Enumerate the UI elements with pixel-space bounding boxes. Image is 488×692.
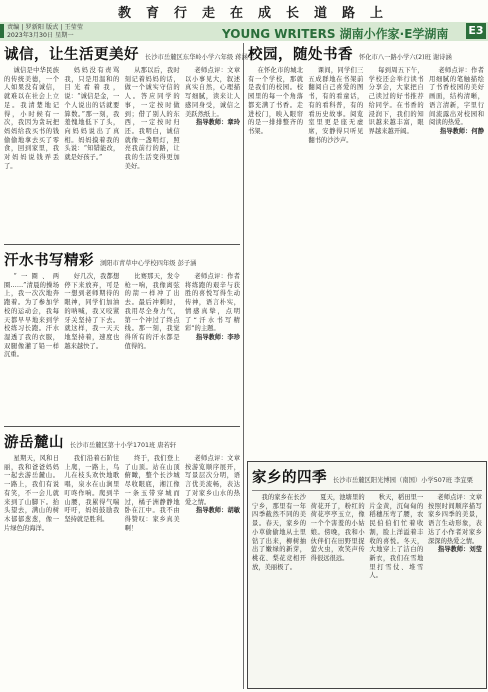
teacher-comment: 老师点评：文章以小事见大，叙述真实自然，心理描写细腻，读来让人感同身受，诚信之美跃然纸上。 <box>184 67 240 118</box>
article-title: 诚信，让生活更美好 <box>4 47 139 63</box>
teacher-credit: 指导教师：李珍 <box>195 333 240 341</box>
title-underline <box>252 490 482 491</box>
header-meta <box>7 24 83 39</box>
article-column: 在怀化市的城北有一个学校，那就是我们的校园。校园里的每一个角落都充满了书香。走进校门，映入眼帘的是一排排整齐的书架。 <box>248 67 303 135</box>
article-title: 校园，随处书香 <box>248 47 353 63</box>
teacher-credit: 指导教师：刘莹 <box>437 546 482 554</box>
article-separator <box>4 244 240 245</box>
article-separator <box>4 426 240 427</box>
article-byline: 长沙市岳麓区阳光博园（南国）小学507班 李宜栗 <box>333 477 473 484</box>
article-byline: 浏阳市青草中心学校四年级 彭子涵 <box>100 260 197 267</box>
article-byline: 怀化市八一路小学六(2)班 谢诗涵 <box>359 54 452 61</box>
article-sweat <box>4 249 240 423</box>
article-title: 游岳麓山 <box>4 435 64 451</box>
teacher-comment: 老师点评：文章按照时间顺序描写家乡四季的美景，语言生动形象，表达了小作者对家乡深深的热爱之情。 <box>427 494 482 545</box>
article-column: 妈妈没有责骂我，只是用温和的目光看着我，说：“诚信是金，一个人说出的话就要算数。”那一刻，我羞愧地低下了头，向妈妈说出了真相。妈妈摸着我的头说：“知错能改，就是好孩子。” <box>64 67 120 162</box>
article-column: 从那以后，我时刻记着妈妈的话，做一个诚实守信的人。答应同学的事，一定按时做到；借了别人的东西，一定按时归还。我明白，诚信就像一盏明灯，照亮我前行的路，让我的生活变得更加美好。 <box>124 67 180 170</box>
article-byline: 长沙市岳麓区第十小学1701班 唐若轩 <box>70 442 177 449</box>
teacher-credit: 指导教师：何静 <box>439 127 484 135</box>
page-number: E3 <box>466 23 486 39</box>
teacher-comment: 老师点评：作者将练跑的艰辛与获胜的喜悦写得生动传神，语言朴实，情感真挚，点明了“汗水书写精彩”的主题。 <box>184 273 240 333</box>
header-accent-bar <box>0 24 4 38</box>
article-hometown-box <box>247 461 487 689</box>
teacher-comment: 老师点评：文章按游览顺序展开，写景层次分明，语言优美流畅，表达了对家乡山水的热爱之情。 <box>184 455 240 506</box>
article-byline: 长沙市岳麓区东华岭小学六年级 蒋涵宇 <box>145 54 255 61</box>
article-column <box>428 494 482 690</box>
article-column: 星期天，风和日丽，我和爸爸妈妈一起去游岳麓山。一路上，我们有说有笑，不一会儿就来到了山脚下。抬头望去，满山的树木郁郁葱葱，像一片绿色的海洋。 <box>4 455 59 532</box>
article-column: 课间，同学们三五成群地在书架前翻阅自己喜爱的图书，有的看童话，有的看科普，有的看历史故事。阅览室里更是座无虚席，安静得只听见翻书的沙沙声。 <box>308 67 364 144</box>
article-column: 终于，我们登上了山顶。站在山顶俯瞰，整个长沙城尽收眼底，湘江像一条玉带穿城而过，橘子洲静静地卧在江中。我不由得赞叹：家乡真美啊！ <box>124 455 180 532</box>
column-divider <box>243 43 244 689</box>
article-column: 比赛那天，发令枪一响，我像离弦的箭一样冲了出去。最后冲刺时，我用尽全身力气，第一个冲过了终点线。那一刻，我觉得所有的汗水都是值得的。 <box>124 273 180 350</box>
article-yuelu <box>4 431 240 688</box>
article-column <box>185 273 240 425</box>
layout-label: 版式 | 王莹莹 <box>45 24 83 31</box>
article-column: “一圈、两圈……”清晨的操场上，我一次次地奔跑着。为了参加学校的运动会，我每天都早早地来到学校练习长跑。汗水湿透了我的衣服，双腿像灌了铅一样沉重。 <box>4 273 59 359</box>
article-title: 家乡的四季 <box>252 470 327 486</box>
article-column <box>185 455 240 690</box>
header <box>0 0 488 22</box>
article-column <box>185 67 240 245</box>
article-column: 诚信是中华民族的传统美德，一个人如果没有诚信，就难以在社会上立足。我清楚地记得，小时候有一次，我因为贪玩把妈妈给我买书的钱偷偷地拿去买了零食，回到家里，我对妈妈说钱弄丢了。 <box>4 67 59 170</box>
teacher-comment: 老师点评：作者用细腻的笔触描绘了书香校园的美好画面，结构清晰，语言清新，字里行间流露出对校园和阅读的热爱。 <box>428 67 484 127</box>
article-honesty <box>4 43 255 242</box>
article-column: 秋天，稻田里一片金黄，沉甸甸的稻穗压弯了腰，农民伯伯们忙着收割，脸上洋溢着丰收的喜悦。冬天，大地穿上了洁白的新衣，我们在雪地里打雪仗、堆雪人。 <box>369 494 424 580</box>
article-column: 好几次，我都想停下来放弃，可是一想到老师期待的眼神，同学们加油的呐喊，我又咬紧牙关坚持了下去。就这样，我一天天地坚持着，速度也越来越快了。 <box>64 273 120 350</box>
article-column: 每到周五下午，学校还会举行读书分享会，大家把自己读过的好书推荐给同学。在书香的浸润下，我们的知识越来越丰富，眼界越来越开阔。 <box>368 67 424 135</box>
date-label: 2023年3月30日 <box>7 31 54 39</box>
article-title: 汗水书写精彩 <box>4 253 94 269</box>
article-column <box>429 67 484 457</box>
teacher-credit: 指导教师：胡敏 <box>195 507 240 515</box>
header-tagline: 教育行走在成长道路上 <box>118 6 399 21</box>
editor-label: 责编 | 罗新阳 <box>7 24 44 31</box>
teacher-credit: 指导教师：章玲 <box>195 119 240 127</box>
article-column: 我们沿着石阶往上爬，一路上，鸟儿在枝头欢快地歌唱，泉水在山涧里叮咚作响。爬到半山腰，我累得气喘吁吁，妈妈鼓励我坚持就是胜利。 <box>64 455 120 523</box>
column-title: YOUNG WRITERS 湖南小作家·E学湖南 <box>222 27 449 41</box>
weekday-label: 星期一 <box>55 31 74 39</box>
article-column: 我的家乡在长沙宁乡，那里有一年四季截然不同的美景。春天，家乡的小草偷偷地从土里钻了出来，柳树抽出了嫩绿的新芽，桃花、梨花竞相开放，美丽极了。 <box>252 494 306 571</box>
article-campus <box>248 43 484 455</box>
article-column: 夏天，池塘里的荷花开了，粉红的荷花亭亭玉立，像一个个害羞的小姑娘。傍晚，我和小伙伴们在田野里捉萤火虫，欢笑声传得很远很远。 <box>310 494 365 562</box>
